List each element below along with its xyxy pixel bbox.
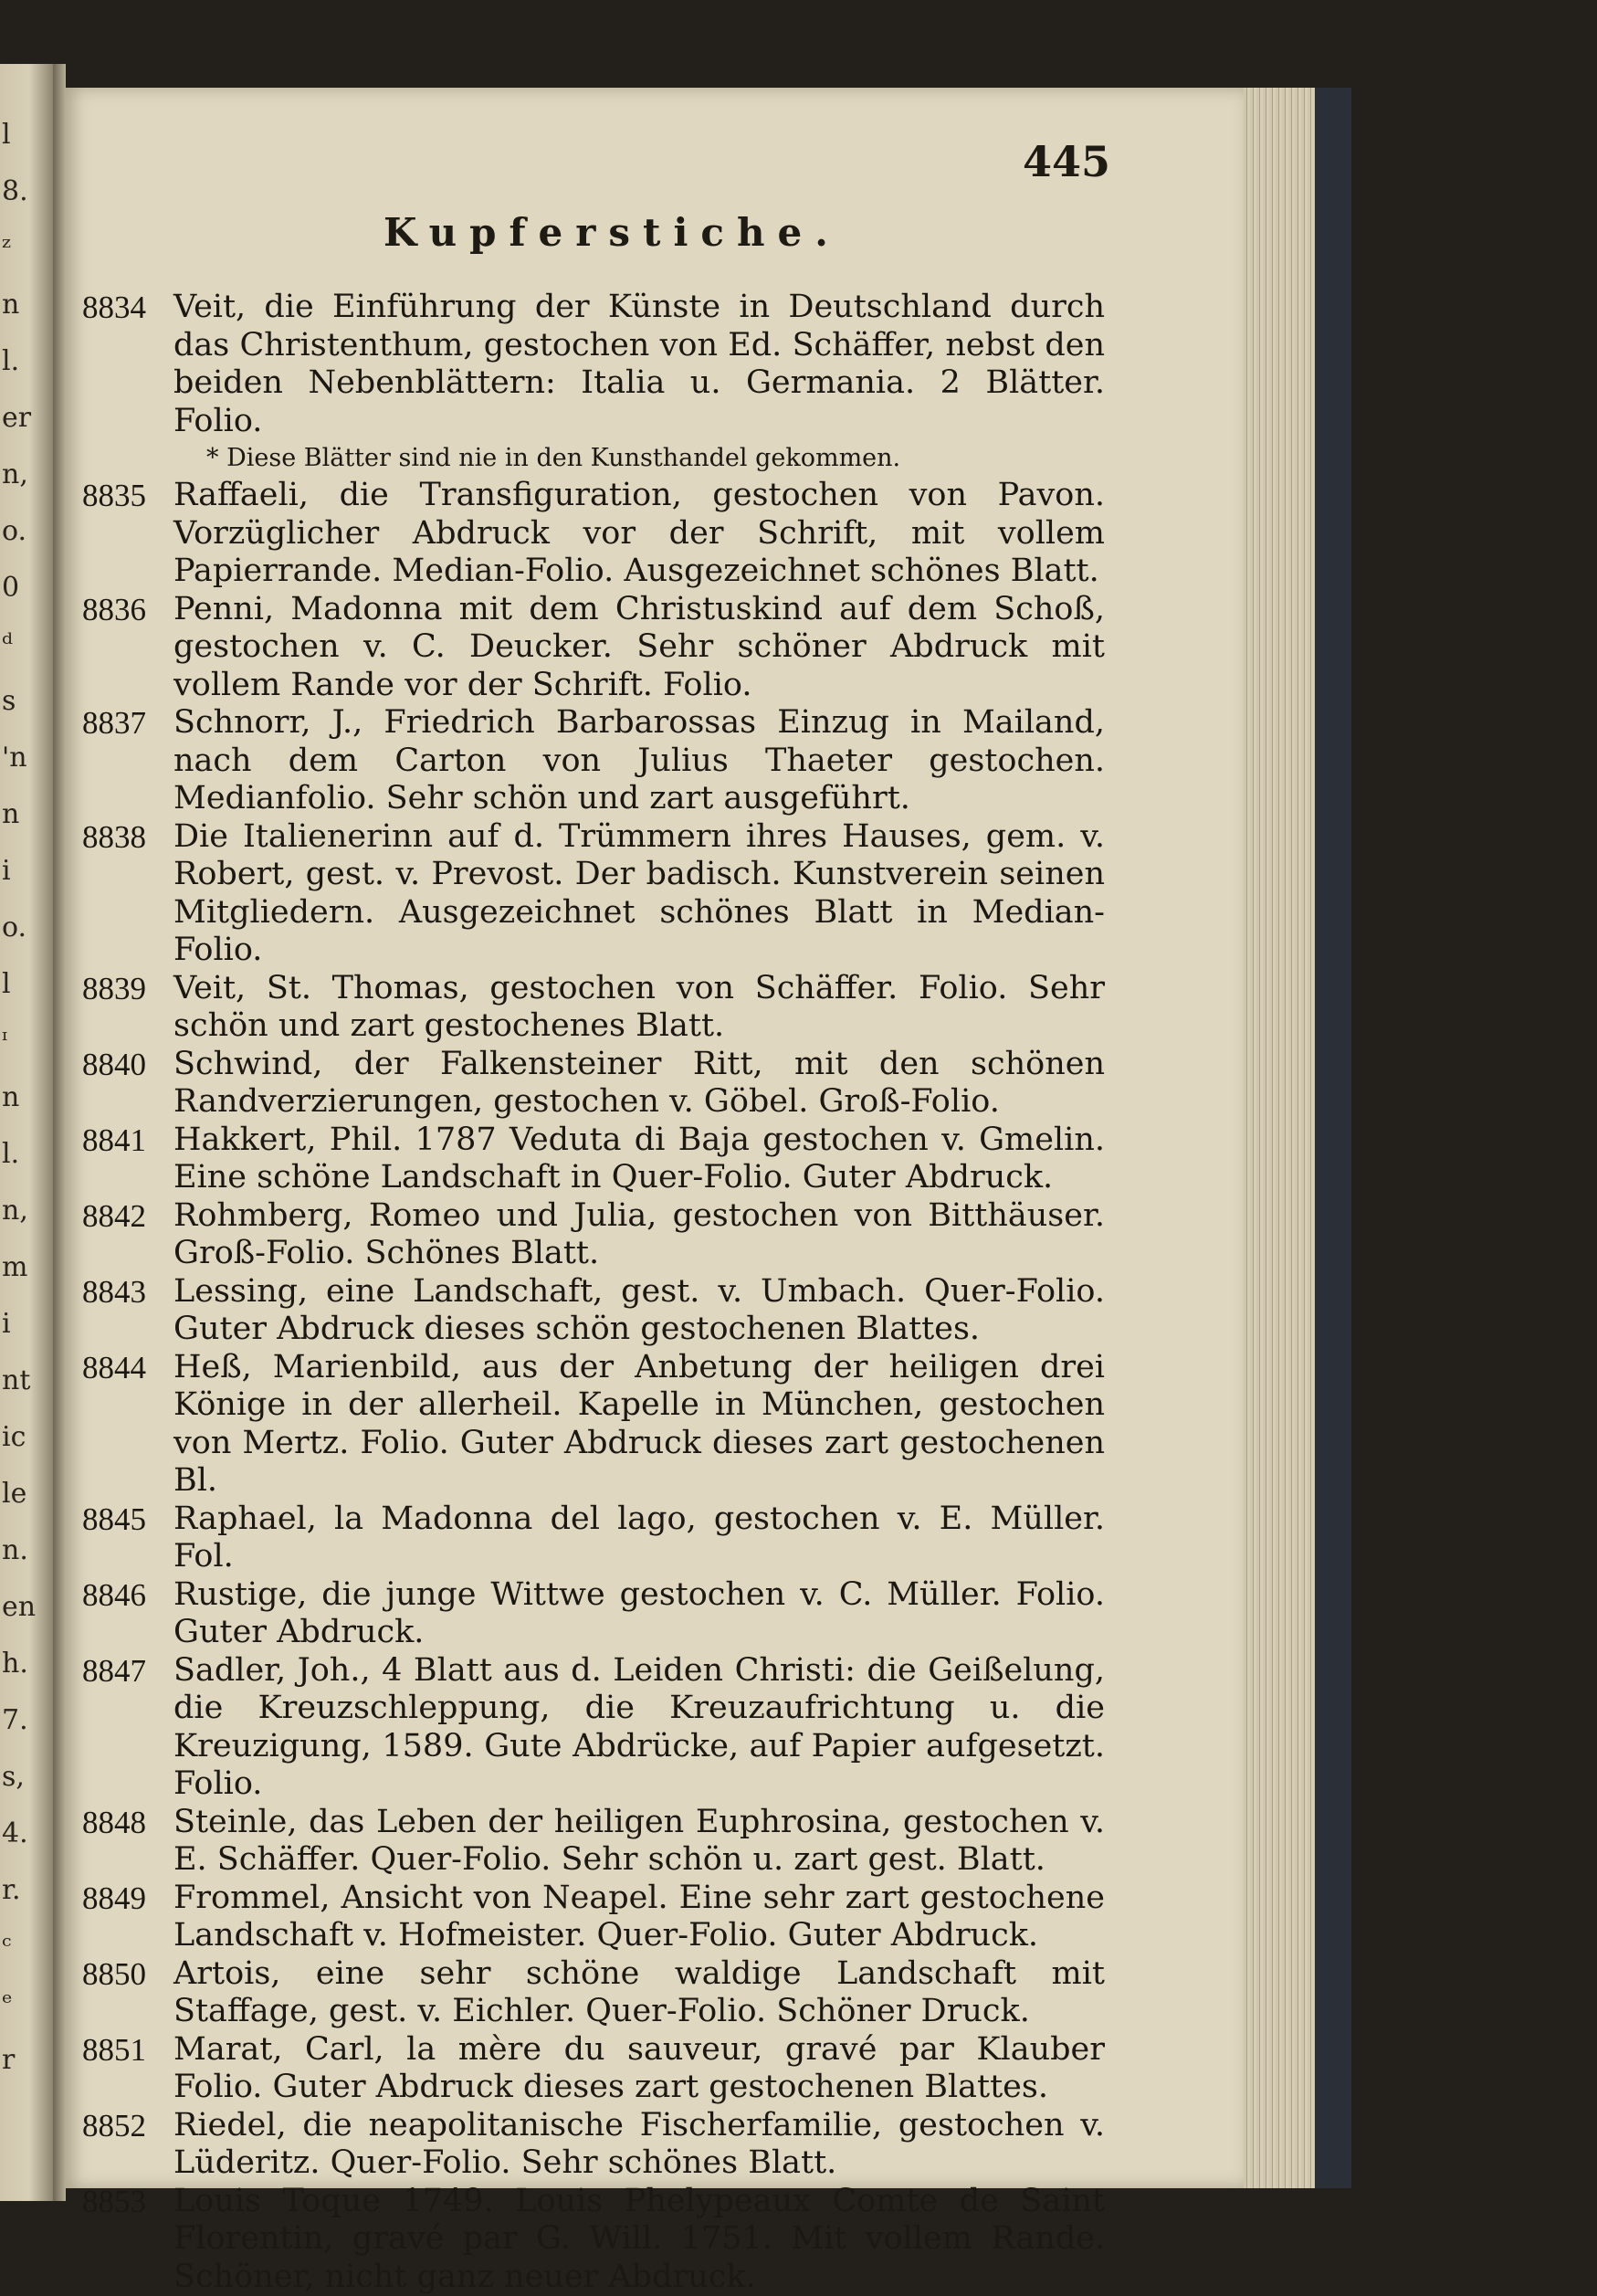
catalog-entry xyxy=(82,1955,1105,2031)
entry-number: 8840 xyxy=(82,1046,173,1084)
left-page-fragment: s, xyxy=(2,1761,25,1793)
entry-number: 8850 xyxy=(82,1955,173,1994)
left-page-fragment: en xyxy=(2,1591,36,1623)
catalog-entry xyxy=(82,477,1105,591)
entry-description: Penni, Madonna mit dem Christuskind auf dem Schoß, gestochen v. C. Deucker. Sehr schöner Abdruck mit vollem Rande vor der Schrift. Folio. xyxy=(173,591,1105,705)
entry-number: 8839 xyxy=(82,970,173,1008)
catalog-entry xyxy=(82,1273,1105,1349)
left-page-fragment: n xyxy=(2,1081,19,1113)
left-page-fragment: ᵉ xyxy=(2,1987,13,2019)
entry-number: 8834 xyxy=(82,289,173,327)
entry-description: Rohmberg, Romeo und Julia, gestochen von Bitthäuser. Groß-Folio. Schönes Blatt. xyxy=(173,1197,1105,1273)
entry-number: 8835 xyxy=(82,477,173,515)
left-page-fragment: 8. xyxy=(2,175,28,207)
entry-description: Frommel, Ansicht von Neapel. Eine sehr zart gestochene Landschaft v. Hofmeister. Quer-Folio. Guter Abdruck. xyxy=(173,1880,1105,1955)
left-page-fragment: 4. xyxy=(2,1817,28,1849)
entry-description: Rustige, die junge Wittwe gestochen v. C. Müller. Folio. Guter Abdruck. xyxy=(173,1576,1105,1652)
entry-number: 8844 xyxy=(82,1349,173,1387)
catalog-entries xyxy=(82,289,1105,2296)
entry-number: 8845 xyxy=(82,1501,173,1539)
entry-number: 8848 xyxy=(82,1804,173,1842)
left-page-fragment: l xyxy=(2,968,11,1000)
catalog-entry xyxy=(82,2107,1105,2183)
left-page-fragment: m xyxy=(2,1251,27,1283)
catalog-entry xyxy=(82,1046,1105,1122)
left-page-fragment: l xyxy=(2,119,11,151)
catalog-entry xyxy=(82,1122,1105,1197)
page-number: 445 xyxy=(1023,137,1110,186)
entry-description: Sadler, Joh., 4 Blatt aus d. Leiden Christi: die Geißelung, die Kreuzschleppung, die Kreuzaufrichtung u. die Kreuzigung, 1589. Gute Abdrücke, auf Papier aufgesetzt. Folio. xyxy=(173,1652,1105,1804)
catalog-entry xyxy=(82,704,1105,818)
entry-description: Die Italienerinn auf d. Trümmern ihres Hauses, gem. v. Robert, gest. v. Prevost. Der badisch. Kunstverein seinen Mitgliedern. Ausgezeichnet schönes Blatt in Median-Folio. xyxy=(173,818,1105,970)
entry-number: 8846 xyxy=(82,1576,173,1615)
left-page-fragment: h. xyxy=(2,1648,28,1680)
left-page-fragment: n, xyxy=(2,1195,28,1227)
entry-number: 8849 xyxy=(82,1880,173,1918)
entry-description: Steinle, das Leben der heiligen Euphrosina, gestochen v. E. Schäffer. Quer-Folio. Sehr schön u. zart gest. Blatt. xyxy=(173,1804,1105,1880)
entry-number: 8851 xyxy=(82,2031,173,2070)
left-page-fragment: i xyxy=(2,855,11,887)
catalog-entry xyxy=(82,2183,1105,2296)
entry-description: Artois, eine sehr schöne waldige Landschaft mit Staffage, gest. v. Eichler. Quer-Folio. Schöner Druck. xyxy=(173,1955,1105,2031)
left-page-fragment: o. xyxy=(2,911,26,943)
entry-number: 8853 xyxy=(82,2183,173,2221)
left-page-fragment: ic xyxy=(2,1421,26,1453)
left-page-fragment: n xyxy=(2,289,19,321)
left-page-fragment: n, xyxy=(2,458,28,490)
entry-description: Riedel, die neapolitanische Fischerfamilie, gestochen v. Lüderitz. Quer-Folio. Sehr schönes Blatt. xyxy=(173,2107,1105,2183)
entry-number: 8847 xyxy=(82,1652,173,1690)
catalog-entry xyxy=(82,1880,1105,1955)
left-page-fragment: le xyxy=(2,1478,26,1510)
page-stack-edge xyxy=(1244,88,1315,2188)
catalog-entry xyxy=(82,1652,1105,1804)
entry-description: Heß, Marienbild, aus der Anbetung der heiligen drei Könige in der allerheil. Kapelle in München, gestochen von Mertz. Folio. Guter Abdruck dieses zart gestochenen Bl. xyxy=(173,1349,1105,1501)
entry-description: Hakkert, Phil. 1787 Veduta di Baja gestochen v. Gmelin. Eine schöne Landschaft in Quer-Folio. Guter Abdruck. xyxy=(173,1122,1105,1197)
entry-description: Veit, die Einführung der Künste in Deutschland durch das Christenthum, gestochen von Ed. Schäffer, nebst den beiden Nebenblättern: Italia u. Germania. 2 Blätter. Folio. xyxy=(173,289,1105,440)
left-page-fragment: l. xyxy=(2,1138,19,1170)
entry-description: Raffaeli, die Transfiguration, gestochen von Pavon. Vorzüglicher Abdruck vor der Schrift, mit vollem Papierrande. Median-Folio. Ausgezeichnet schönes Blatt. xyxy=(173,477,1105,591)
entry-description: Veit, St. Thomas, gestochen von Schäffer. Folio. Sehr schön und zart gestochenes Blatt. xyxy=(173,970,1105,1046)
entry-number: 8843 xyxy=(82,1273,173,1311)
left-page-fragment: n xyxy=(2,798,19,830)
catalog-entry xyxy=(82,289,1105,440)
left-page-fragment: ᶜ xyxy=(2,1931,11,1963)
left-page-fragment: n. xyxy=(2,1534,28,1566)
left-page-fragment: er xyxy=(2,402,31,434)
left-page-fragment: l. xyxy=(2,345,19,377)
left-page-fragment: r. xyxy=(2,1874,21,1906)
catalog-entry xyxy=(82,1501,1105,1576)
catalog-entry xyxy=(82,970,1105,1046)
left-page-fragment: ᵈ xyxy=(2,628,13,660)
left-page-fragment: o. xyxy=(2,515,26,547)
entry-footnote: * Diese Blätter sind nie in den Kunsthandel gekommen. xyxy=(82,440,1105,477)
left-page-fragment: i xyxy=(2,1308,11,1340)
page-title: Kupferstiche. xyxy=(383,210,841,255)
catalog-entry xyxy=(82,1197,1105,1273)
catalog-entry xyxy=(82,1804,1105,1880)
entry-description: Louis Toque 1749. Louis Phelypeaux Comte de Saint Florentin, gravé par G. Will. 1751. Mit vollem Rande. Schöner, nicht ganz neuer Abdruck. xyxy=(173,2183,1105,2296)
entry-number: 8836 xyxy=(82,591,173,629)
entry-number: 8837 xyxy=(82,704,173,743)
left-page-fragment: ᶦ xyxy=(2,1025,8,1057)
catalog-entry xyxy=(82,591,1105,705)
entry-number: 8842 xyxy=(82,1197,173,1236)
entry-description: Lessing, eine Landschaft, gest. v. Umbach. Quer-Folio. Guter Abdruck dieses schön gestochenen Blattes. xyxy=(173,1273,1105,1349)
left-page-fragment: s xyxy=(2,685,16,717)
entry-number: 8852 xyxy=(82,2107,173,2145)
catalog-entry xyxy=(82,1349,1105,1501)
left-page-fragment: 'n xyxy=(2,742,27,774)
entry-description: Schwind, der Falkensteiner Ritt, mit den schönen Randverzierungen, gestochen v. Göbel. Groß-Folio. xyxy=(173,1046,1105,1122)
book-gutter xyxy=(53,64,66,2201)
entry-description: Marat, Carl, la mère du sauveur, gravé par Klauber Folio. Guter Abdruck dieses zart gestochenen Blattes. xyxy=(173,2031,1105,2107)
entry-number: 8838 xyxy=(82,818,173,857)
entry-number: 8841 xyxy=(82,1122,173,1160)
catalog-entry xyxy=(82,1576,1105,1652)
left-page-fragment: r xyxy=(2,2044,15,2076)
entry-description: Raphael, la Madonna del lago, gestochen v. E. Müller. Fol. xyxy=(173,1501,1105,1576)
catalog-entry xyxy=(82,2031,1105,2107)
book-cover-edge xyxy=(1315,88,1351,2188)
left-page-fragment: 0 xyxy=(2,572,19,604)
entry-description: Schnorr, J., Friedrich Barbarossas Einzug in Mailand, nach dem Carton von Julius Thaeter gestochen. Medianfolio. Sehr schön und zart ausgeführt. xyxy=(173,704,1105,818)
catalog-entry xyxy=(82,818,1105,970)
left-page-fragment: 7. xyxy=(2,1704,28,1736)
left-page-fragment: ᶻ xyxy=(2,232,11,264)
left-page-fragment: nt xyxy=(2,1364,30,1396)
